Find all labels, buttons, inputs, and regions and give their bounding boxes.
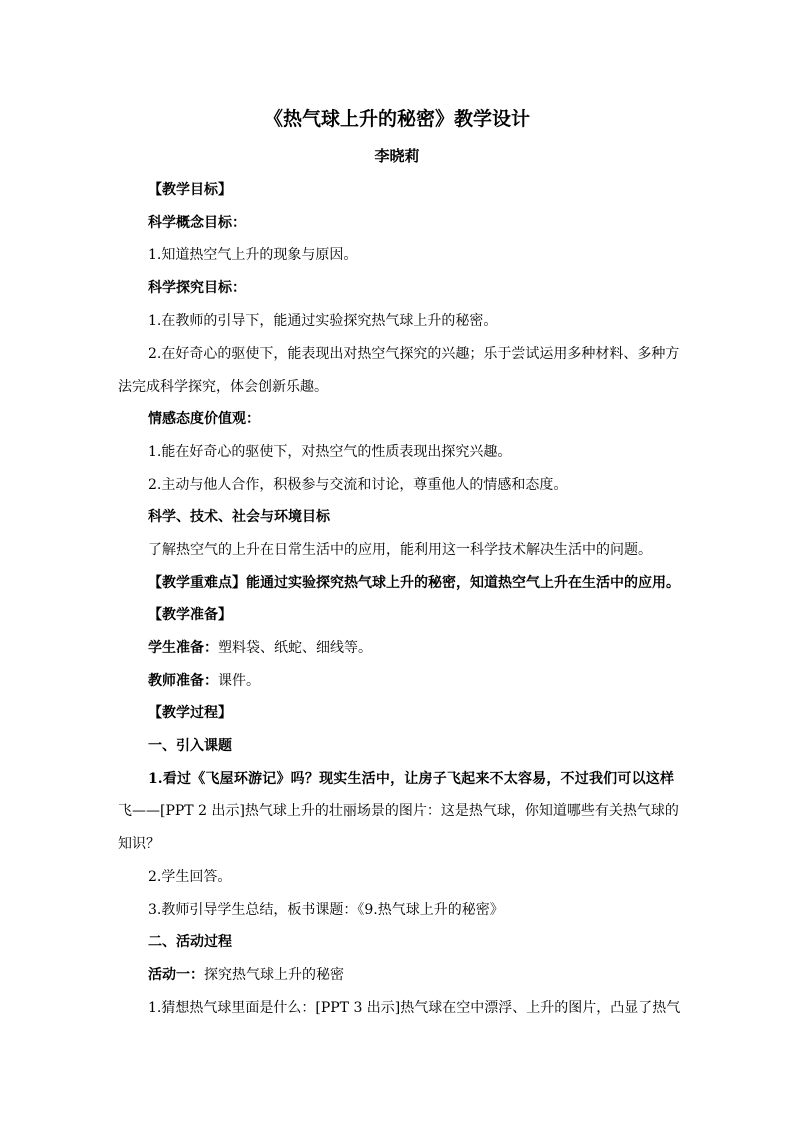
paragraph-line-activity-one [148, 964, 344, 986]
document-title: 《热气球上升的秘密》教学设计 [263, 108, 530, 130]
activity-one-label: 活动一： [148, 967, 204, 983]
paragraph-line: 1.能在好奇心的驱使下，对热空气的性质表现出探究兴趣。 [148, 444, 512, 460]
document-author: 李晓莉 [374, 147, 420, 165]
paragraph-line: 法完成科学探究，体会创新乐趣。 [118, 379, 328, 395]
paragraph-line: 1.看过《飞屋环游记》吗？现实生活中，让房子飞起来不太容易，不过我们可以这样 [148, 771, 674, 787]
paragraph-line: 2.主动与他人合作，积极参与交流和讨论，尊重他人的情感和态度。 [148, 477, 568, 493]
paragraph-line: 1.知道热空气上升的现象与原因。 [148, 247, 358, 263]
section-heading-preparation: 【教学准备】 [148, 607, 232, 623]
subheading-sts-goals: 科学、技术、社会与环境目标 [148, 509, 330, 525]
section-heading-key-points: 【教学重难点】能通过实验探究热气球上升的秘密，知道热空气上升在生活中的应用。 [148, 575, 680, 591]
subheading-inquiry-goals: 科学探究目标： [148, 280, 246, 296]
section-heading-objectives: 【教学目标】 [148, 182, 232, 198]
student-prep-text: 塑料袋、纸蛇、细线等。 [218, 640, 372, 656]
paragraph-line: 3.教师引导学生总结，板书课题：《9.热气球上升的秘密》 [148, 902, 504, 918]
paragraph-line: 1.在教师的引导下，能通过实验探究热气球上升的秘密。 [148, 313, 498, 329]
paragraph-line: 了解热空气的上升在日常生活中的应用，能利用这一科学技术解决生活中的问题。 [148, 542, 652, 558]
paragraph-line: 飞——[PPT 2 出示]热气球上升的壮丽场景的图片：这是热气球，你知道哪些有关热气球的 [118, 803, 679, 819]
paragraph-line: 知识？ [118, 836, 160, 852]
subheading-attitude-values: 情感态度价值观： [148, 411, 260, 427]
section-heading-process: 【教学过程】 [148, 705, 232, 721]
teacher-prep-label: 教师准备： [148, 673, 218, 689]
activity-one-text: 探究热气球上升的秘密 [204, 967, 344, 983]
teacher-prep-text: 课件。 [218, 673, 260, 689]
paragraph-line: 2.学生回答。 [148, 869, 232, 885]
paragraph-line: 2.在好奇心的驱使下，能表现出对热空气探究的兴趣；乐于尝试运用多种材料、多种方 [148, 346, 680, 362]
subheading-concept-goals: 科学概念目标： [148, 215, 246, 231]
subheading-activities: 二、活动过程 [148, 934, 232, 950]
subheading-introduction: 一、引入课题 [148, 738, 232, 754]
paragraph-line-student-prep [148, 637, 372, 659]
paragraph-line-teacher-prep [148, 670, 260, 692]
student-prep-label: 学生准备： [148, 640, 218, 656]
paragraph-line: 1.猜想热气球里面是什么：[PPT 3 出示]热气球在空中漂浮、上升的图片，凸显了热气 [148, 1000, 681, 1016]
